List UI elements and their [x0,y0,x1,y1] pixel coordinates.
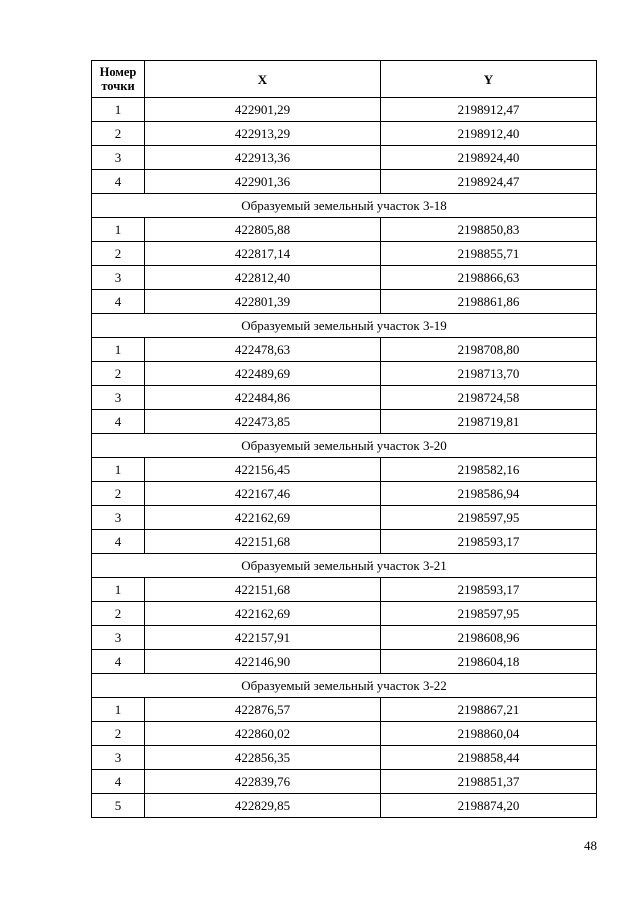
cell-point-number: 5 [92,794,145,818]
cell-point-number: 2 [92,482,145,506]
cell-y: 2198912,40 [381,122,597,146]
cell-x: 422913,29 [145,122,381,146]
section-title: Образуемый земельный участок 3-21 [92,554,597,578]
cell-x: 422913,36 [145,146,381,170]
cell-y: 2198713,70 [381,362,597,386]
table-row [92,746,597,770]
table-row [92,170,597,194]
cell-point-number: 4 [92,770,145,794]
cell-y: 2198586,94 [381,482,597,506]
cell-point-number: 1 [92,698,145,722]
cell-y: 2198719,81 [381,410,597,434]
table-row [92,146,597,170]
cell-y: 2198608,96 [381,626,597,650]
cell-y: 2198593,17 [381,530,597,554]
section-row [92,554,597,578]
cell-point-number: 4 [92,410,145,434]
section-title: Образуемый земельный участок 3-20 [92,434,597,458]
cell-y: 2198597,95 [381,506,597,530]
section-title: Образуемый земельный участок 3-19 [92,314,597,338]
cell-point-number: 3 [92,626,145,650]
table-row [92,698,597,722]
cell-point-number: 3 [92,746,145,770]
table-row [92,242,597,266]
cell-point-number: 1 [92,98,145,122]
cell-y: 2198866,63 [381,266,597,290]
cell-point-number: 2 [92,242,145,266]
cell-y: 2198861,86 [381,290,597,314]
table-row [92,530,597,554]
cell-point-number: 3 [92,266,145,290]
cell-x: 422801,39 [145,290,381,314]
cell-x: 422829,85 [145,794,381,818]
section-row [92,314,597,338]
cell-y: 2198860,04 [381,722,597,746]
cell-x: 422162,69 [145,602,381,626]
cell-x: 422146,90 [145,650,381,674]
table-row [92,122,597,146]
section-title: Образуемый земельный участок 3-22 [92,674,597,698]
cell-x: 422901,36 [145,170,381,194]
cell-point-number: 4 [92,650,145,674]
header-row [92,61,597,98]
table-row [92,218,597,242]
cell-y: 2198867,21 [381,698,597,722]
cell-point-number: 4 [92,530,145,554]
page-number: 48 [584,838,597,853]
cell-y: 2198855,71 [381,242,597,266]
cell-y: 2198724,58 [381,386,597,410]
section-row [92,674,597,698]
cell-x: 422489,69 [145,362,381,386]
cell-y: 2198850,83 [381,218,597,242]
cell-y: 2198851,37 [381,770,597,794]
cell-y: 2198874,20 [381,794,597,818]
cell-x: 422812,40 [145,266,381,290]
table-row [92,650,597,674]
table-row [92,482,597,506]
section-row [92,434,597,458]
header-x: X [145,61,381,98]
table-row [92,266,597,290]
cell-point-number: 1 [92,218,145,242]
cell-x: 422151,68 [145,578,381,602]
cell-point-number: 4 [92,170,145,194]
cell-x: 422473,85 [145,410,381,434]
cell-x: 422156,45 [145,458,381,482]
cell-point-number: 3 [92,146,145,170]
cell-x: 422817,14 [145,242,381,266]
header-point-number: Номер точки [92,61,145,98]
table-row [92,794,597,818]
cell-x: 422484,86 [145,386,381,410]
table-row [92,626,597,650]
cell-y: 2198858,44 [381,746,597,770]
cell-y: 2198582,16 [381,458,597,482]
table-row [92,410,597,434]
header-y: Y [381,61,597,98]
cell-x: 422151,68 [145,530,381,554]
cell-x: 422157,91 [145,626,381,650]
section-row [92,194,597,218]
cell-x: 422876,57 [145,698,381,722]
cell-point-number: 2 [92,602,145,626]
cell-y: 2198924,40 [381,146,597,170]
cell-x: 422478,63 [145,338,381,362]
cell-y: 2198593,17 [381,578,597,602]
cell-y: 2198604,18 [381,650,597,674]
cell-x: 422162,69 [145,506,381,530]
table-row [92,386,597,410]
cell-x: 422901,29 [145,98,381,122]
table-row [92,602,597,626]
table-row [92,98,597,122]
table-body [92,98,597,818]
cell-x: 422860,02 [145,722,381,746]
cell-y: 2198708,80 [381,338,597,362]
cell-point-number: 1 [92,578,145,602]
cell-point-number: 2 [92,122,145,146]
cell-y: 2198912,47 [381,98,597,122]
table-row [92,578,597,602]
cell-y: 2198597,95 [381,602,597,626]
table-row [92,290,597,314]
cell-point-number: 2 [92,362,145,386]
cell-point-number: 1 [92,458,145,482]
cell-point-number: 1 [92,338,145,362]
table-row [92,722,597,746]
cell-y: 2198924,47 [381,170,597,194]
coordinates-table [91,60,597,818]
cell-x: 422805,88 [145,218,381,242]
table-row [92,362,597,386]
table-row [92,338,597,362]
cell-point-number: 2 [92,722,145,746]
table-row [92,458,597,482]
section-title: Образуемый земельный участок 3-18 [92,194,597,218]
cell-x: 422856,35 [145,746,381,770]
cell-x: 422839,76 [145,770,381,794]
cell-point-number: 3 [92,386,145,410]
cell-point-number: 4 [92,290,145,314]
table-header [92,61,597,98]
cell-point-number: 3 [92,506,145,530]
table-row [92,506,597,530]
table-row [92,770,597,794]
cell-x: 422167,46 [145,482,381,506]
